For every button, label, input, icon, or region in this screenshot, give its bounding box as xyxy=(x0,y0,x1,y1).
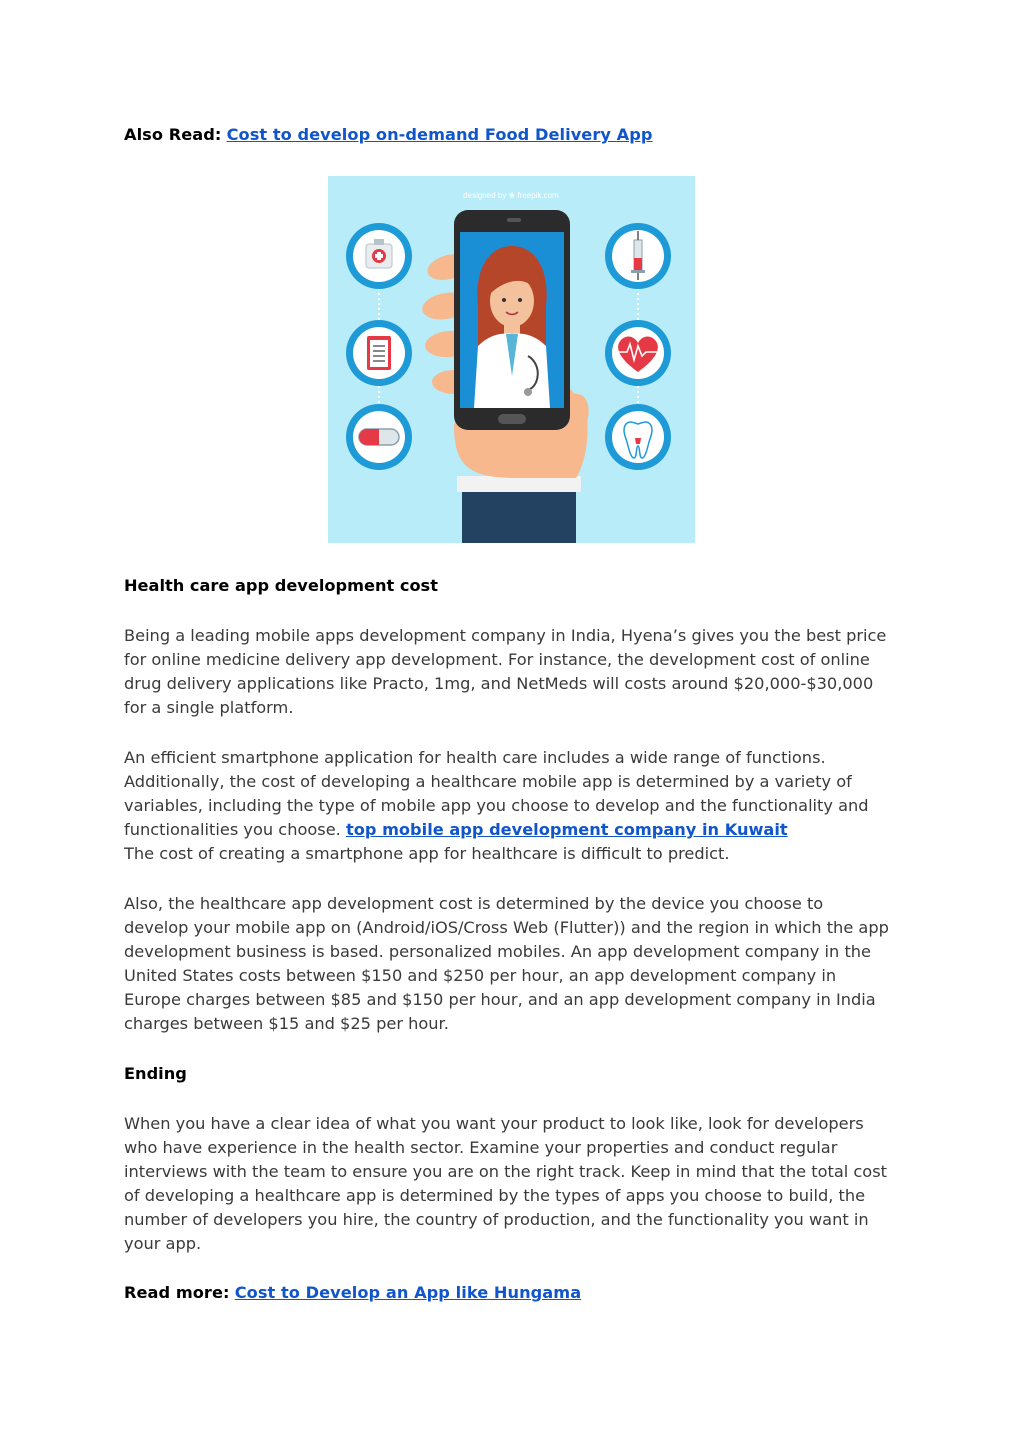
paragraph-region-costs: Also, the healthcare app development cost is determined by the device you choose to develop your mobile app on (Android/iOS/Cross Web (Flutter)) and the region in which the app development business is based. personalized mobiles. An app development company in the United States costs between $150 and $250 per hour, an app development company in Europe charges between $85 and $150 per hour, and an app development company in India charges between $15 and $25 per hour. xyxy=(124,894,889,1033)
read-more-line xyxy=(124,1281,581,1305)
paragraph-functions xyxy=(124,746,902,866)
clipboard-icon xyxy=(346,320,412,386)
section-heading-ending: Ending xyxy=(124,1064,187,1083)
syringe-icon xyxy=(605,223,671,289)
paragraph-pricing-intro: Being a leading mobile apps development company in India, Hyena’s gives you the best price for online medicine delivery app development. For instance, the development cost of online drug delivery applications like Practo, 1mg, and NetMeds will costs around $20,000-$30,000 for a single platform. xyxy=(124,626,887,717)
section-heading-health-care-cost: Health care app development cost xyxy=(124,576,438,595)
kuwait-development-company-link[interactable]: top mobile app development company in Kuwait xyxy=(345,820,788,839)
heartbeat-icon xyxy=(605,320,671,386)
pill-capsule-icon xyxy=(346,404,412,470)
smartphone-icon xyxy=(454,210,570,430)
paragraph-ending: When you have a clear idea of what you want your product to look like, look for developers who have experience in the health sector. Examine your properties and conduct regular interviews with the team to ensure you are on the right track. Keep in mind that the total cost of developing a healthcare app is determined by the types of apps you choose to build, the number of developers you hire, the country of production, and the functionality you want in your app. xyxy=(124,1114,887,1253)
paragraph-functions-text: An efficient smartphone application for health care includes a wide range of functions. Additionally, the cost of developing a healthcare mobile app is determined by a variety of variables, including the type of mobile app you choose to develop and the functionality and functionalities you choose. xyxy=(124,748,869,839)
hungama-cost-link[interactable]: Cost to Develop an App like Hungama xyxy=(234,1283,582,1302)
also-read-label: Also Read: xyxy=(124,125,222,144)
first-aid-kit-icon xyxy=(346,223,412,289)
food-delivery-cost-link[interactable]: Cost to develop on-demand Food Delivery App xyxy=(226,125,653,144)
healthcare-app-illustration xyxy=(328,176,695,543)
paragraph-functions-tail: The cost of creating a smartphone app for healthcare is difficult to predict. xyxy=(124,844,730,863)
tooth-icon xyxy=(605,404,671,470)
read-more-label: Read more: xyxy=(124,1283,230,1302)
freepik-watermark: designed by ❀ freepik.com xyxy=(463,191,559,200)
also-read-line xyxy=(124,123,653,147)
